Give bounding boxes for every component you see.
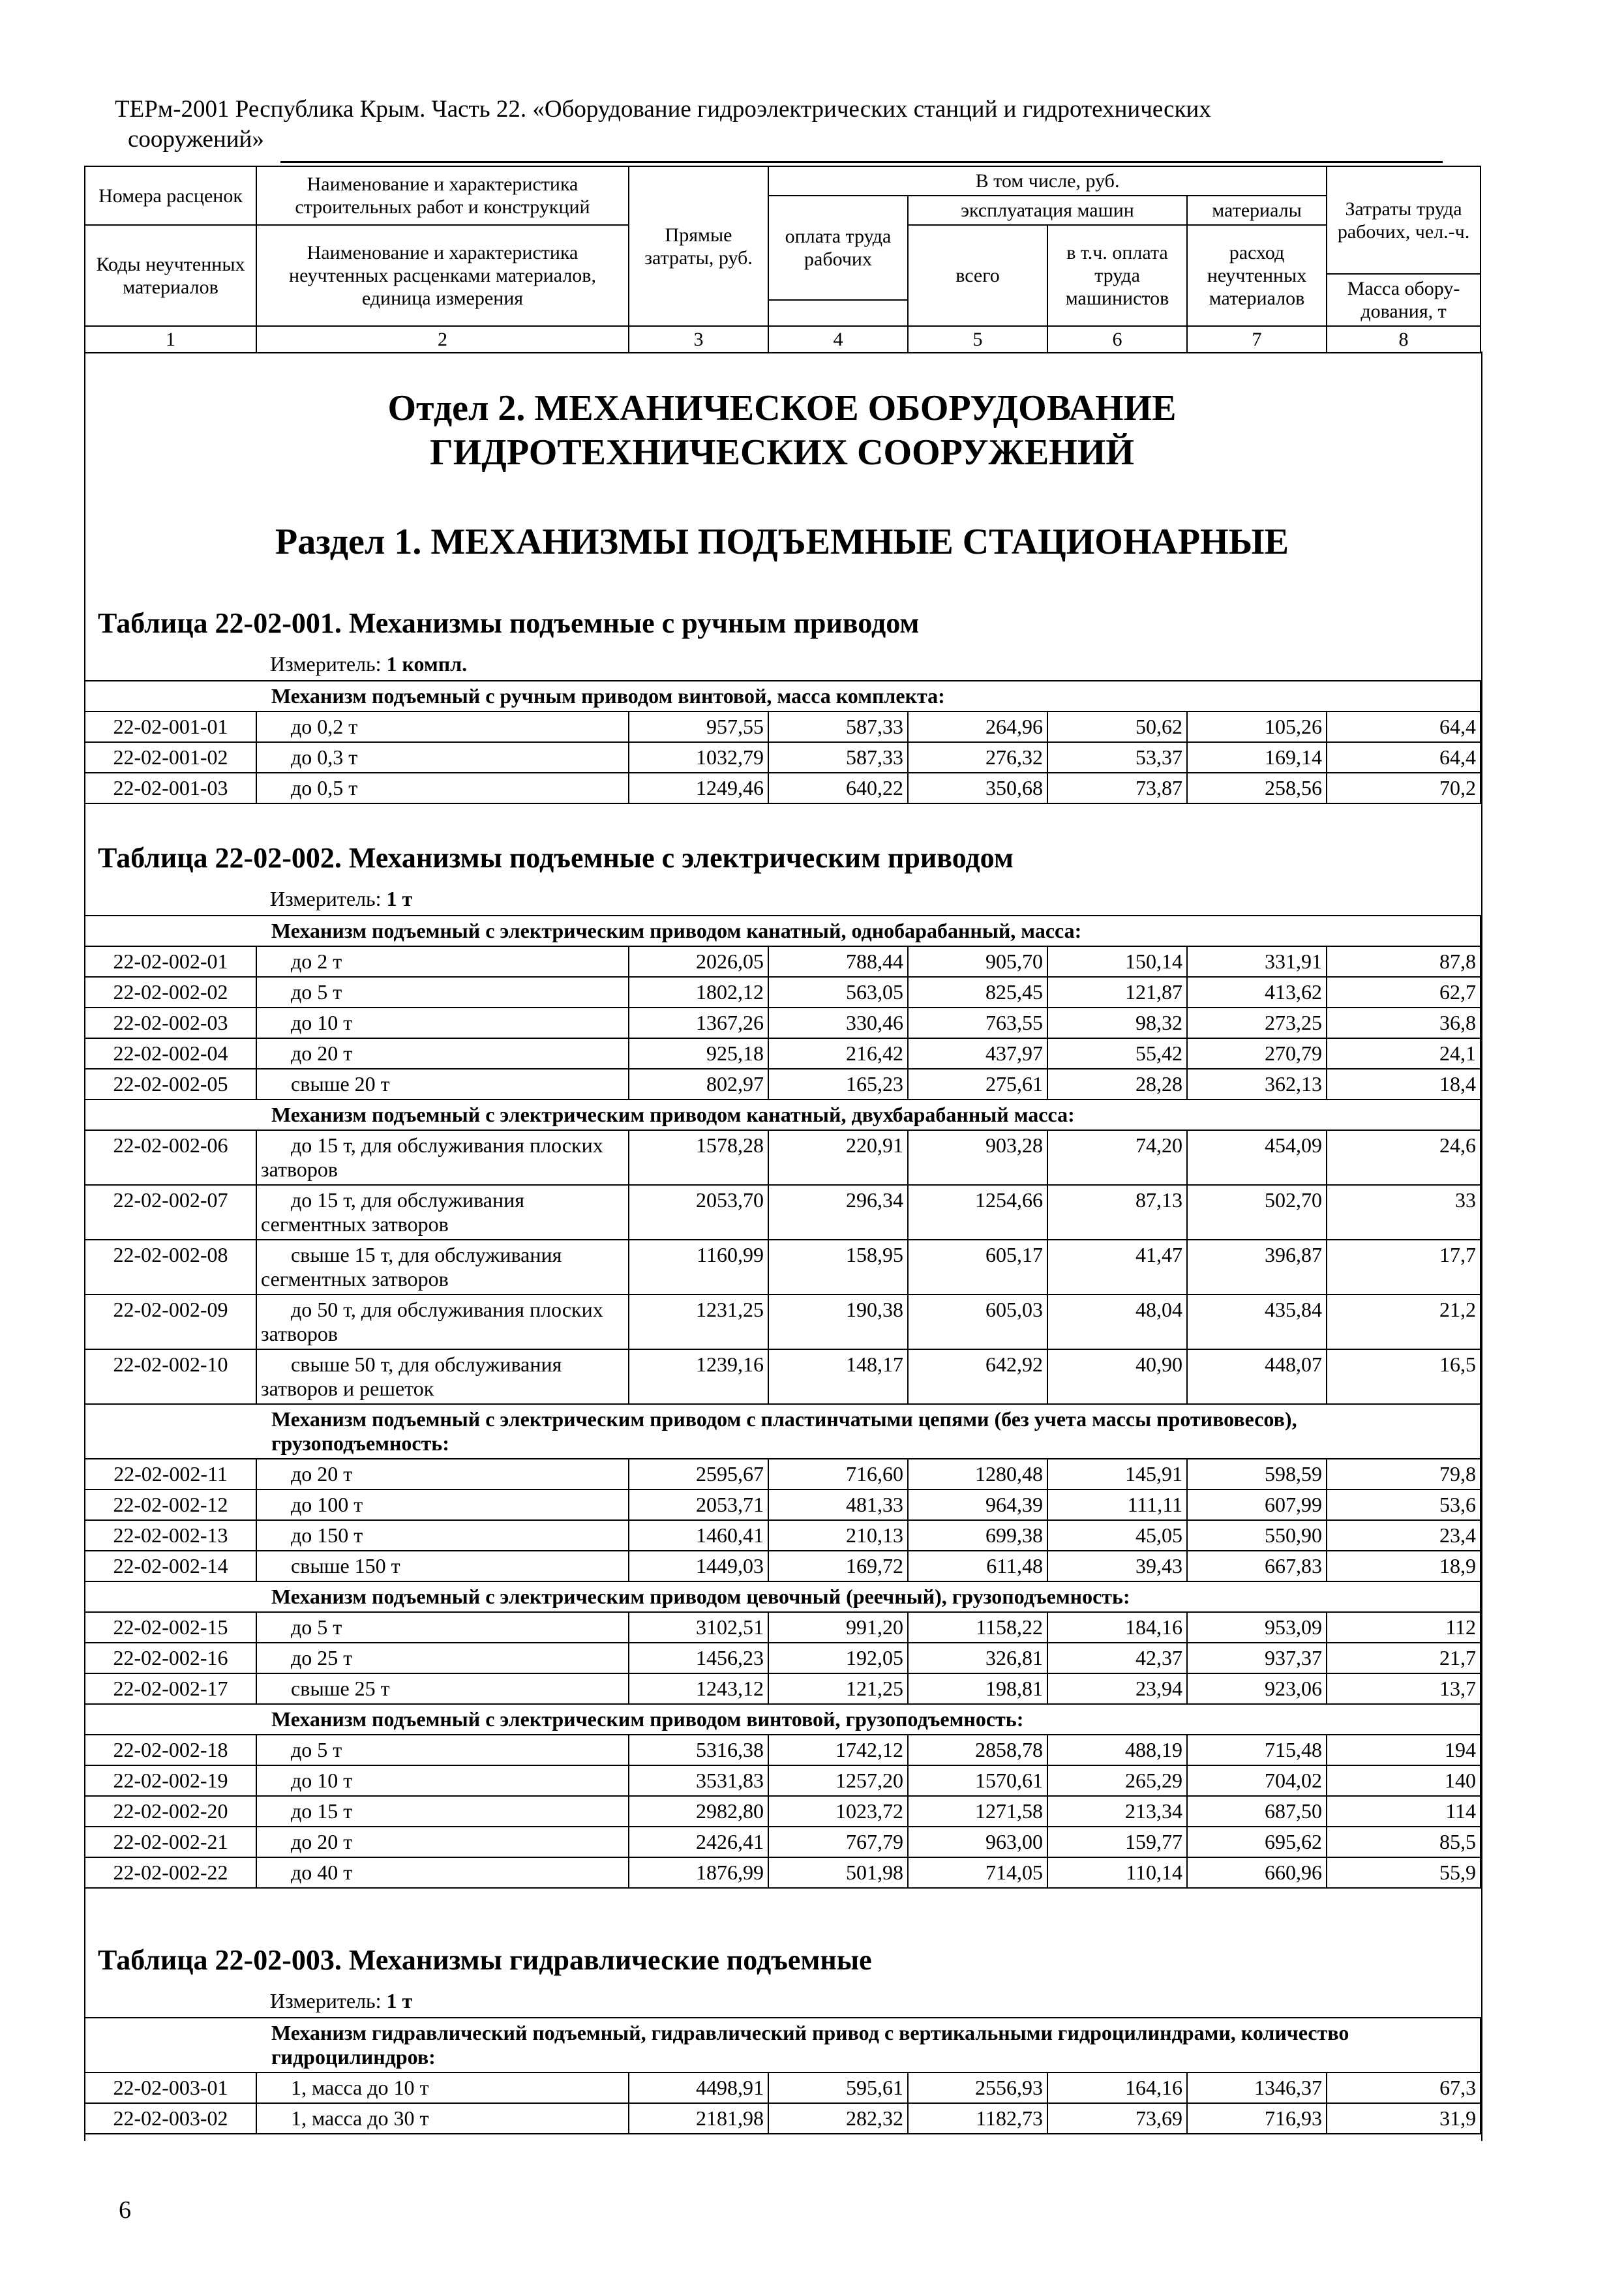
col2-top-label: Наименование и характеристика строительных работ и конструкций — [256, 166, 629, 225]
incl-label: В том числе, руб. — [768, 166, 1327, 196]
table-row — [85, 1643, 1481, 1673]
measure-value: 1 т — [386, 1989, 413, 2012]
machine-total: 1254,66 — [908, 1185, 1047, 1240]
work-name: до 5 т — [256, 1735, 629, 1765]
labor-hours: 85,5 — [1327, 1827, 1481, 1857]
group-heading: Механизм подъемный с электрическим приводом цевочный (реечный), грузоподъемность: — [85, 1581, 1481, 1612]
machine-total: 2858,78 — [908, 1735, 1047, 1765]
operator-wage: 39,43 — [1047, 1551, 1187, 1581]
work-name: до 10 т — [256, 1008, 629, 1038]
labor-hours: 67,3 — [1327, 2072, 1481, 2103]
materials-cost: 454,09 — [1187, 1130, 1327, 1185]
column-header-table — [84, 166, 1481, 353]
col4-label: оплата труда рабочих — [768, 196, 908, 300]
operator-wage: 98,32 — [1047, 1008, 1187, 1038]
direct-cost: 1449,03 — [629, 1551, 768, 1581]
labor-wage: 330,46 — [768, 1008, 908, 1038]
rate-code: 22-02-002-05 — [85, 1069, 256, 1100]
col-num: 3 — [629, 326, 768, 353]
labor-wage: 991,20 — [768, 1612, 908, 1643]
col-num: 7 — [1187, 326, 1327, 353]
group-heading: Механизм подъемный с электрическим приводом винтовой, грузоподъемность: — [85, 1704, 1481, 1735]
operator-wage: 48,04 — [1047, 1294, 1187, 1349]
table-title: Таблица 22-02-003. Механизмы гидравлические подъемные — [98, 1944, 872, 1976]
work-name: свыше 20 т — [256, 1069, 629, 1100]
operator-wage: 74,20 — [1047, 1130, 1187, 1185]
table-row — [85, 1857, 1481, 1888]
work-name: до 15 т — [256, 1796, 629, 1827]
machine-total: 2556,93 — [908, 2072, 1047, 2103]
rates-table — [84, 2017, 1481, 2134]
measure-label: Измеритель: — [270, 652, 382, 676]
labor-wage: 210,13 — [768, 1520, 908, 1551]
materials-cost: 704,02 — [1187, 1765, 1327, 1796]
labor-hours: 24,1 — [1327, 1038, 1481, 1069]
table-row — [85, 946, 1481, 977]
materials-cost: 396,87 — [1187, 1240, 1327, 1294]
materials-cost: 667,83 — [1187, 1551, 1327, 1581]
table-row — [85, 1240, 1481, 1294]
materials-cost: 362,13 — [1187, 1069, 1327, 1100]
direct-cost: 2595,67 — [629, 1459, 768, 1489]
rate-code: 22-02-003-01 — [85, 2072, 256, 2103]
labor-hours: 23,4 — [1327, 1520, 1481, 1551]
table-row — [85, 2072, 1481, 2103]
labor-wage: 501,98 — [768, 1857, 908, 1888]
work-name: до 100 т — [256, 1489, 629, 1520]
table-row — [85, 742, 1481, 773]
direct-cost: 3531,83 — [629, 1765, 768, 1796]
direct-cost: 2026,05 — [629, 946, 768, 977]
materials-cost: 598,59 — [1187, 1459, 1327, 1489]
operator-wage: 23,94 — [1047, 1673, 1187, 1704]
labor-wage: 169,72 — [768, 1551, 908, 1581]
labor-hours: 33 — [1327, 1185, 1481, 1240]
labor-wage: 1023,72 — [768, 1796, 908, 1827]
machine-total: 276,32 — [908, 742, 1047, 773]
labor-wage: 767,79 — [768, 1827, 908, 1857]
labor-wage: 165,23 — [768, 1069, 908, 1100]
operator-wage: 50,62 — [1047, 711, 1187, 742]
labor-wage: 148,17 — [768, 1349, 908, 1404]
direct-cost: 1367,26 — [629, 1008, 768, 1038]
labor-hours: 64,4 — [1327, 742, 1481, 773]
work-name: до 2 т — [256, 946, 629, 977]
group-heading: Механизм подъемный с электрическим приводом с пластинчатыми цепями (без учета массы противовесов), грузоподъемность: — [85, 1404, 1481, 1459]
group-heading: Механизм подъемный с электрическим приводом канатный, однобарабанный, масса: — [85, 916, 1481, 946]
direct-cost: 1249,46 — [629, 773, 768, 803]
materials-cost: 270,79 — [1187, 1038, 1327, 1069]
machine-total: 1280,48 — [908, 1459, 1047, 1489]
rate-code: 22-02-003-02 — [85, 2103, 256, 2134]
operator-wage: 53,37 — [1047, 742, 1187, 773]
direct-cost: 4498,91 — [629, 2072, 768, 2103]
labor-hours: 17,7 — [1327, 1240, 1481, 1294]
machine-total: 964,39 — [908, 1489, 1047, 1520]
operator-wage: 40,90 — [1047, 1349, 1187, 1404]
labor-hours: 21,7 — [1327, 1643, 1481, 1673]
direct-cost: 5316,38 — [629, 1735, 768, 1765]
machine-total: 611,48 — [908, 1551, 1047, 1581]
rate-code: 22-02-002-04 — [85, 1038, 256, 1069]
col6-label: в т.ч. оплата труда машинистов — [1047, 225, 1187, 326]
work-name: до 150 т — [256, 1520, 629, 1551]
materials-label: материалы — [1187, 196, 1327, 225]
work-name: до 20 т — [256, 1827, 629, 1857]
labor-wage: 587,33 — [768, 742, 908, 773]
labor-wage: 640,22 — [768, 773, 908, 803]
direct-cost: 1032,79 — [629, 742, 768, 773]
labor-wage: 587,33 — [768, 711, 908, 742]
col3-label: Прямые затраты, руб. — [629, 166, 768, 326]
work-name: 1, масса до 10 т — [256, 2072, 629, 2103]
labor-wage: 158,95 — [768, 1240, 908, 1294]
operator-wage: 164,16 — [1047, 2072, 1187, 2103]
operator-wage: 73,69 — [1047, 2103, 1187, 2134]
machine-total: 264,96 — [908, 711, 1047, 742]
col-num: 1 — [85, 326, 256, 353]
rate-code: 22-02-002-12 — [85, 1489, 256, 1520]
labor-hours: 31,9 — [1327, 2103, 1481, 2134]
machine-total: 437,97 — [908, 1038, 1047, 1069]
rate-code: 22-02-002-02 — [85, 977, 256, 1008]
page-number: 6 — [119, 2196, 131, 2224]
operator-wage: 265,29 — [1047, 1765, 1187, 1796]
work-name: до 0,3 т — [256, 742, 629, 773]
machine-total: 275,61 — [908, 1069, 1047, 1100]
header-rule — [280, 161, 1443, 163]
labor-wage: 716,60 — [768, 1459, 908, 1489]
rate-code: 22-02-002-11 — [85, 1459, 256, 1489]
direct-cost: 2181,98 — [629, 2103, 768, 2134]
work-name: до 40 т — [256, 1857, 629, 1888]
operator-wage: 73,87 — [1047, 773, 1187, 803]
materials-cost: 550,90 — [1187, 1520, 1327, 1551]
labor-wage: 788,44 — [768, 946, 908, 977]
materials-cost: 937,37 — [1187, 1643, 1327, 1673]
operator-wage: 488,19 — [1047, 1735, 1187, 1765]
measure-value: 1 т — [386, 887, 413, 910]
rate-code: 22-02-002-16 — [85, 1643, 256, 1673]
operator-wage: 42,37 — [1047, 1643, 1187, 1673]
section-title: Отдел 2. МЕХАНИЧЕСКОЕ ОБОРУДОВАНИЕ ГИДРОТЕХНИЧЕСКИХ СООРУЖЕНИЙ — [387, 388, 1177, 473]
materials-cost: 660,96 — [1187, 1857, 1327, 1888]
rate-code: 22-02-002-20 — [85, 1796, 256, 1827]
materials-cost: 105,26 — [1187, 711, 1327, 742]
rate-code: 22-02-002-10 — [85, 1349, 256, 1404]
operator-wage: 87,13 — [1047, 1185, 1187, 1240]
rate-code: 22-02-001-01 — [85, 711, 256, 742]
col8-bottom-label: Масса обору-дования, т — [1327, 274, 1481, 326]
running-header-line1: ТЕРм-2001 Республика Крым. Часть 22. «Оборудование гидроэлектрических станций и гидротехнических — [115, 96, 1211, 123]
table-row — [85, 1069, 1481, 1100]
machine-total: 1271,58 — [908, 1796, 1047, 1827]
measure-line — [270, 1988, 412, 2014]
rate-code: 22-02-002-14 — [85, 1551, 256, 1581]
group-heading: Механизм подъемный с ручным приводом винтовой, масса комплекта: — [85, 681, 1481, 711]
operator-wage: 55,42 — [1047, 1038, 1187, 1069]
rate-code: 22-02-002-17 — [85, 1673, 256, 1704]
materials-cost: 715,48 — [1187, 1735, 1327, 1765]
col8-top-label: Затраты труда рабочих, чел.-ч. — [1327, 166, 1481, 274]
direct-cost: 2053,70 — [629, 1185, 768, 1240]
table-title: Таблица 22-02-002. Механизмы подъемные с электрическим приводом — [98, 842, 1014, 874]
work-name: до 25 т — [256, 1643, 629, 1673]
machine-total: 350,68 — [908, 773, 1047, 803]
subsection-title: Раздел 1. МЕХАНИЗМЫ ПОДЪЕМНЫЕ СТАЦИОНАРНЫЕ — [275, 522, 1289, 562]
labor-wage: 296,34 — [768, 1185, 908, 1240]
rate-code: 22-02-002-15 — [85, 1612, 256, 1643]
table-row — [85, 711, 1481, 742]
rate-code: 22-02-002-06 — [85, 1130, 256, 1185]
rate-code: 22-02-002-09 — [85, 1294, 256, 1349]
machine-total: 905,70 — [908, 946, 1047, 977]
table-row — [85, 773, 1481, 803]
operator-wage: 121,87 — [1047, 977, 1187, 1008]
direct-cost: 802,97 — [629, 1069, 768, 1100]
work-name: до 15 т, для обслуживания плоских затворов — [256, 1130, 629, 1185]
work-name: 1, масса до 30 т — [256, 2103, 629, 2134]
labor-wage: 190,38 — [768, 1294, 908, 1349]
operator-wage: 110,14 — [1047, 1857, 1187, 1888]
table-row — [85, 1796, 1481, 1827]
operator-wage: 28,28 — [1047, 1069, 1187, 1100]
measure-label: Измеритель: — [270, 1989, 382, 2012]
direct-cost: 1231,25 — [629, 1294, 768, 1349]
materials-cost: 273,25 — [1187, 1008, 1327, 1038]
col-num: 6 — [1047, 326, 1187, 353]
materials-cost: 923,06 — [1187, 1673, 1327, 1704]
labor-wage: 192,05 — [768, 1643, 908, 1673]
direct-cost: 2053,71 — [629, 1489, 768, 1520]
direct-cost: 3102,51 — [629, 1612, 768, 1643]
materials-cost: 716,93 — [1187, 2103, 1327, 2134]
rate-code: 22-02-001-03 — [85, 773, 256, 803]
labor-hours: 79,8 — [1327, 1459, 1481, 1489]
operator-wage: 184,16 — [1047, 1612, 1187, 1643]
running-header-line2: сооружений» — [128, 126, 264, 153]
machine-total: 763,55 — [908, 1008, 1047, 1038]
machine-total: 1182,73 — [908, 2103, 1047, 2134]
machine-total: 714,05 — [908, 1857, 1047, 1888]
labor-wage: 481,33 — [768, 1489, 908, 1520]
direct-cost: 1802,12 — [629, 977, 768, 1008]
operator-wage: 111,11 — [1047, 1489, 1187, 1520]
rate-code: 22-02-002-03 — [85, 1008, 256, 1038]
materials-cost: 331,91 — [1187, 946, 1327, 977]
machine-total: 1158,22 — [908, 1612, 1047, 1643]
direct-cost: 2982,80 — [629, 1796, 768, 1827]
col-num: 8 — [1327, 326, 1481, 353]
labor-wage: 1742,12 — [768, 1735, 908, 1765]
labor-wage: 220,91 — [768, 1130, 908, 1185]
col7-label: расход неучтенных материалов — [1187, 225, 1327, 326]
table-row — [85, 1520, 1481, 1551]
machine-total: 903,28 — [908, 1130, 1047, 1185]
operator-wage: 159,77 — [1047, 1827, 1187, 1857]
machine-total: 326,81 — [908, 1643, 1047, 1673]
col2-bottom-label: Наименование и характеристика неучтенных расценками материалов, единица измерения — [256, 225, 629, 326]
running-header — [115, 95, 1471, 155]
rates-table — [84, 915, 1481, 1889]
work-name: до 20 т — [256, 1459, 629, 1489]
work-name: свыше 50 т, для обслуживания затворов и решеток — [256, 1349, 629, 1404]
machines-label: эксплуатация машин — [908, 196, 1187, 225]
table-row — [85, 1673, 1481, 1704]
labor-hours: 140 — [1327, 1765, 1481, 1796]
machine-total: 699,38 — [908, 1520, 1047, 1551]
direct-cost: 925,18 — [629, 1038, 768, 1069]
table-row — [85, 1294, 1481, 1349]
labor-hours: 194 — [1327, 1735, 1481, 1765]
group-heading: Механизм подъемный с электрическим приводом канатный, двухбарабанный масса: — [85, 1100, 1481, 1130]
measure-line — [270, 886, 412, 912]
rate-code: 22-02-002-01 — [85, 946, 256, 977]
table-row — [85, 1349, 1481, 1404]
direct-cost: 1239,16 — [629, 1349, 768, 1404]
labor-wage: 595,61 — [768, 2072, 908, 2103]
labor-hours: 18,4 — [1327, 1069, 1481, 1100]
table-row — [85, 2103, 1481, 2134]
machine-total: 605,03 — [908, 1294, 1047, 1349]
labor-wage: 1257,20 — [768, 1765, 908, 1796]
work-name: свыше 15 т, для обслуживания сегментных затворов — [256, 1240, 629, 1294]
work-name: до 50 т, для обслуживания плоских затворов — [256, 1294, 629, 1349]
operator-wage: 145,91 — [1047, 1459, 1187, 1489]
direct-cost: 1876,99 — [629, 1857, 768, 1888]
work-name: до 15 т, для обслуживания сегментных затворов — [256, 1185, 629, 1240]
work-name: до 5 т — [256, 977, 629, 1008]
rate-code: 22-02-002-08 — [85, 1240, 256, 1294]
table-row — [85, 1038, 1481, 1069]
labor-wage: 121,25 — [768, 1673, 908, 1704]
machine-total: 963,00 — [908, 1827, 1047, 1857]
materials-cost: 953,09 — [1187, 1612, 1327, 1643]
direct-cost: 1460,41 — [629, 1520, 768, 1551]
labor-wage: 563,05 — [768, 977, 908, 1008]
labor-hours: 114 — [1327, 1796, 1481, 1827]
measure-label: Измеритель: — [270, 887, 382, 910]
labor-wage: 216,42 — [768, 1038, 908, 1069]
col1-top-label: Номера расценок — [85, 166, 256, 225]
materials-cost: 502,70 — [1187, 1185, 1327, 1240]
work-name: свыше 25 т — [256, 1673, 629, 1704]
materials-cost: 169,14 — [1187, 742, 1327, 773]
operator-wage: 150,14 — [1047, 946, 1187, 977]
machine-total: 605,17 — [908, 1240, 1047, 1294]
machine-total: 1570,61 — [908, 1765, 1047, 1796]
col-num: 4 — [768, 326, 908, 353]
operator-wage: 213,34 — [1047, 1796, 1187, 1827]
work-name: до 0,5 т — [256, 773, 629, 803]
labor-hours: 36,8 — [1327, 1008, 1481, 1038]
work-name: до 0,2 т — [256, 711, 629, 742]
work-name: до 5 т — [256, 1612, 629, 1643]
materials-cost: 448,07 — [1187, 1349, 1327, 1404]
work-name: до 20 т — [256, 1038, 629, 1069]
rate-code: 22-02-002-13 — [85, 1520, 256, 1551]
materials-cost: 435,84 — [1187, 1294, 1327, 1349]
col5-label: всего — [908, 225, 1047, 326]
labor-hours: 62,7 — [1327, 977, 1481, 1008]
table-row — [85, 1765, 1481, 1796]
col-num: 2 — [256, 326, 629, 353]
materials-cost: 258,56 — [1187, 773, 1327, 803]
labor-hours: 21,2 — [1327, 1294, 1481, 1349]
machine-total: 642,92 — [908, 1349, 1047, 1404]
direct-cost: 1160,99 — [629, 1240, 768, 1294]
materials-cost: 607,99 — [1187, 1489, 1327, 1520]
direct-cost: 1243,12 — [629, 1673, 768, 1704]
materials-cost: 413,62 — [1187, 977, 1327, 1008]
rate-code: 22-02-002-07 — [85, 1185, 256, 1240]
rate-code: 22-02-002-18 — [85, 1735, 256, 1765]
table-row — [85, 1459, 1481, 1489]
labor-hours: 87,8 — [1327, 946, 1481, 977]
operator-wage: 41,47 — [1047, 1240, 1187, 1294]
work-name: до 10 т — [256, 1765, 629, 1796]
direct-cost: 2426,41 — [629, 1827, 768, 1857]
measure-line — [270, 651, 467, 677]
operator-wage: 45,05 — [1047, 1520, 1187, 1551]
labor-hours: 112 — [1327, 1612, 1481, 1643]
labor-hours: 55,9 — [1327, 1857, 1481, 1888]
materials-cost: 695,62 — [1187, 1827, 1327, 1857]
table-row — [85, 977, 1481, 1008]
table-row — [85, 1130, 1481, 1185]
col1-bottom-label: Коды неучтенных материалов — [85, 225, 256, 326]
direct-cost: 957,55 — [629, 711, 768, 742]
labor-hours: 64,4 — [1327, 711, 1481, 742]
labor-hours: 70,2 — [1327, 773, 1481, 803]
work-name: свыше 150 т — [256, 1551, 629, 1581]
rate-code: 22-02-001-02 — [85, 742, 256, 773]
labor-hours: 16,5 — [1327, 1349, 1481, 1404]
rate-code: 22-02-002-19 — [85, 1765, 256, 1796]
table-row — [85, 1008, 1481, 1038]
table-row — [85, 1827, 1481, 1857]
labor-hours: 13,7 — [1327, 1673, 1481, 1704]
table-row — [85, 1551, 1481, 1581]
labor-hours: 18,9 — [1327, 1551, 1481, 1581]
table-row — [85, 1735, 1481, 1765]
labor-hours: 53,6 — [1327, 1489, 1481, 1520]
materials-cost: 687,50 — [1187, 1796, 1327, 1827]
table-row — [85, 1489, 1481, 1520]
labor-hours: 24,6 — [1327, 1130, 1481, 1185]
rates-table — [84, 680, 1481, 804]
labor-wage: 282,32 — [768, 2103, 908, 2134]
table-row — [85, 1612, 1481, 1643]
machine-total: 198,81 — [908, 1673, 1047, 1704]
rate-code: 22-02-002-22 — [85, 1857, 256, 1888]
materials-cost: 1346,37 — [1187, 2072, 1327, 2103]
rate-code: 22-02-002-21 — [85, 1827, 256, 1857]
col-num: 5 — [908, 326, 1047, 353]
machine-total: 825,45 — [908, 977, 1047, 1008]
table-title: Таблица 22-02-001. Механизмы подъемные с ручным приводом — [98, 607, 920, 639]
direct-cost: 1578,28 — [629, 1130, 768, 1185]
table-row — [85, 1185, 1481, 1240]
group-heading: Механизм гидравлический подъемный, гидравлический привод с вертикальными гидроцилиндрами, количество гидроцилиндров: — [85, 2018, 1481, 2072]
measure-value: 1 компл. — [386, 652, 468, 676]
direct-cost: 1456,23 — [629, 1643, 768, 1673]
